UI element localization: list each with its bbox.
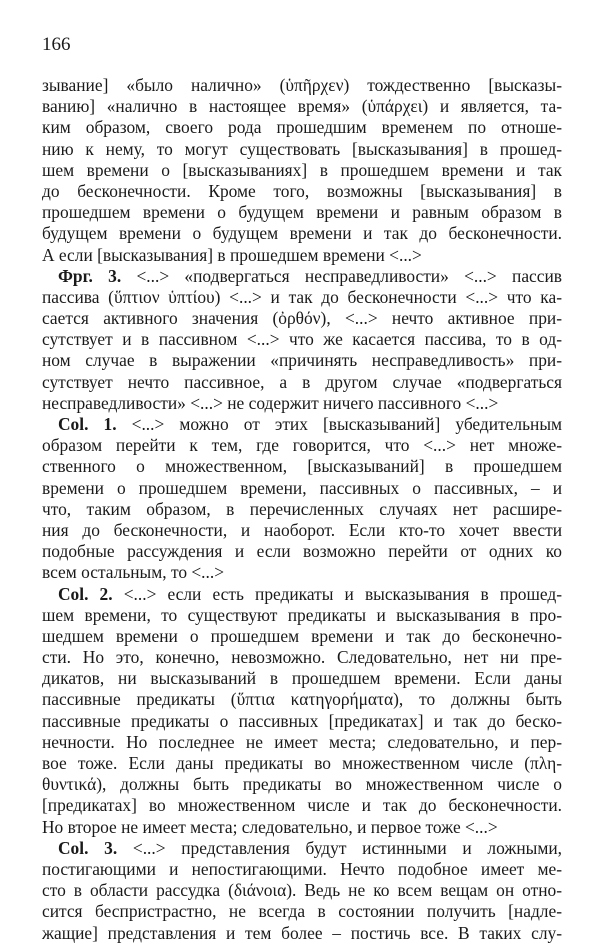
text-line: что, таким образом, в перечисленных случаях нет расшире- bbox=[42, 498, 562, 519]
text-line: ственного о множественном, [высказываний] в прошедшем bbox=[42, 456, 562, 477]
text-line: зывание] «было налично» (ὑπῆρχεν) тождественно [высказы- bbox=[42, 75, 562, 95]
text-line: пассивные предикаты о пассивных [предикатах] и так до беско- bbox=[42, 710, 562, 731]
text-line: сается активного значения (ὀρθόν), <...> нечто активное при- bbox=[42, 308, 562, 329]
text-line: А если [высказывания] в прошедшем времени <...> bbox=[42, 244, 422, 265]
text-line: θυντικά), должны быть предикаты во множественном числе о bbox=[42, 774, 562, 795]
text-line: времени о прошедшем времени, пассивных о пассивных, – и bbox=[42, 477, 562, 498]
text-line: сто в области рассудка (διάνοια). Ведь не ко всем вещам он отно- bbox=[42, 880, 562, 901]
paragraph-continuation bbox=[42, 75, 562, 266]
text-span: <...> если есть предикаты и высказывания в прошед- bbox=[112, 583, 562, 604]
text-line: сутствует и в пассивном <...> что же касается пассива, то в од- bbox=[42, 329, 562, 350]
paragraph-fragment-3 bbox=[42, 266, 562, 414]
text-line: сти. Но это, конечно, невозможно. Следовательно, нет ни пре- bbox=[42, 647, 562, 668]
column-label: Col. 1. bbox=[58, 414, 117, 434]
fragment-label: Фрг. 3. bbox=[58, 265, 122, 286]
text-line: ном случае в выражении «причинять несправедливость» при- bbox=[42, 350, 562, 371]
text-line: [предикатах] во множественном числе и так до бесконечности. bbox=[42, 795, 562, 816]
text-line: пассивные предикаты (ὕπτια κατηγορήματα), то должны быть bbox=[42, 689, 562, 710]
text-line: пассива (ὕπτιον ὑπτίου) <...> и так до бесконечности <...> что ка- bbox=[42, 286, 562, 307]
text-line bbox=[42, 584, 562, 605]
paragraph-column-2 bbox=[42, 584, 562, 838]
text-line bbox=[42, 266, 562, 287]
text-line: жащие] представления и тем более – постичь все. В таких слу- bbox=[42, 922, 562, 943]
column-label: Col. 2. bbox=[58, 583, 113, 604]
text-line bbox=[42, 838, 562, 859]
text-line: всем остальным, то <...> bbox=[42, 562, 225, 583]
text-line: прошедшем времени о будущем времени и равным образом в bbox=[42, 202, 562, 223]
text-line: образом перейти к тем, где говорится, что <...> нет множе- bbox=[42, 435, 562, 456]
text-line: несправедливости» <...> не содержит ничего пассивного <...> bbox=[42, 392, 499, 413]
page-body bbox=[42, 75, 562, 944]
text-line: шем времени о [высказываниях] в прошедшем времени и так bbox=[42, 159, 562, 180]
text-line: подобные рассуждения и если возможно перейти от одних ко bbox=[42, 541, 562, 562]
paragraph-column-3 bbox=[42, 838, 562, 944]
column-label: Col. 3. bbox=[58, 837, 118, 858]
text-span: <...> «подвергаться несправедливости» <...> пассив bbox=[121, 265, 562, 286]
text-line: нечности. Но последнее не имеет места; следовательно, и пер- bbox=[42, 731, 562, 752]
text-span: <...> можно от этих [высказываний] убедительным bbox=[116, 414, 563, 434]
text-line bbox=[42, 414, 562, 435]
text-line: будущем времени о будущем времени и так до бесконечности. bbox=[42, 223, 562, 244]
text-line: дикатов, ни высказываний в прошедшем времени. Если даны bbox=[42, 668, 562, 689]
text-line: вое тоже. Если даны предикаты во множественном числе (πλη- bbox=[42, 753, 562, 773]
text-line: постигающими и непостигающими. Нечто подобное имеет ме- bbox=[42, 858, 562, 879]
text-line: шем времени, то существуют предикаты и высказывания в про- bbox=[42, 604, 562, 625]
text-line: шедшем времени о прошедшем времени и так до бесконечно- bbox=[42, 625, 562, 646]
text-line: ванию] «налично в настоящее время» (ὑπάρχει) и является, та- bbox=[42, 96, 562, 117]
text-line: Но второе не имеет места; следовательно, и первое тоже <...> bbox=[42, 816, 498, 837]
text-line: сится беспристрастно, не всегда в состоянии получить [надле- bbox=[42, 901, 562, 922]
page-number: 166 bbox=[42, 34, 71, 55]
text-line: нию к нему, то могут существовать [высказывания] в прошед- bbox=[42, 138, 562, 159]
text-line: до бесконечности. Кроме того, возможны [высказывания] в bbox=[42, 180, 562, 201]
text-line: ким образом, своего рода прошедшим временем по отноше- bbox=[42, 117, 562, 138]
paragraph-column-1 bbox=[42, 414, 562, 584]
text-line: ния до бесконечности, и наоборот. Если кто-то хочет ввести bbox=[42, 519, 562, 540]
text-line: сутствует нечто пассивное, а в другом случае «подвергаться bbox=[42, 371, 562, 392]
text-span: <...> представления будут истинными и ложными, bbox=[117, 837, 562, 858]
